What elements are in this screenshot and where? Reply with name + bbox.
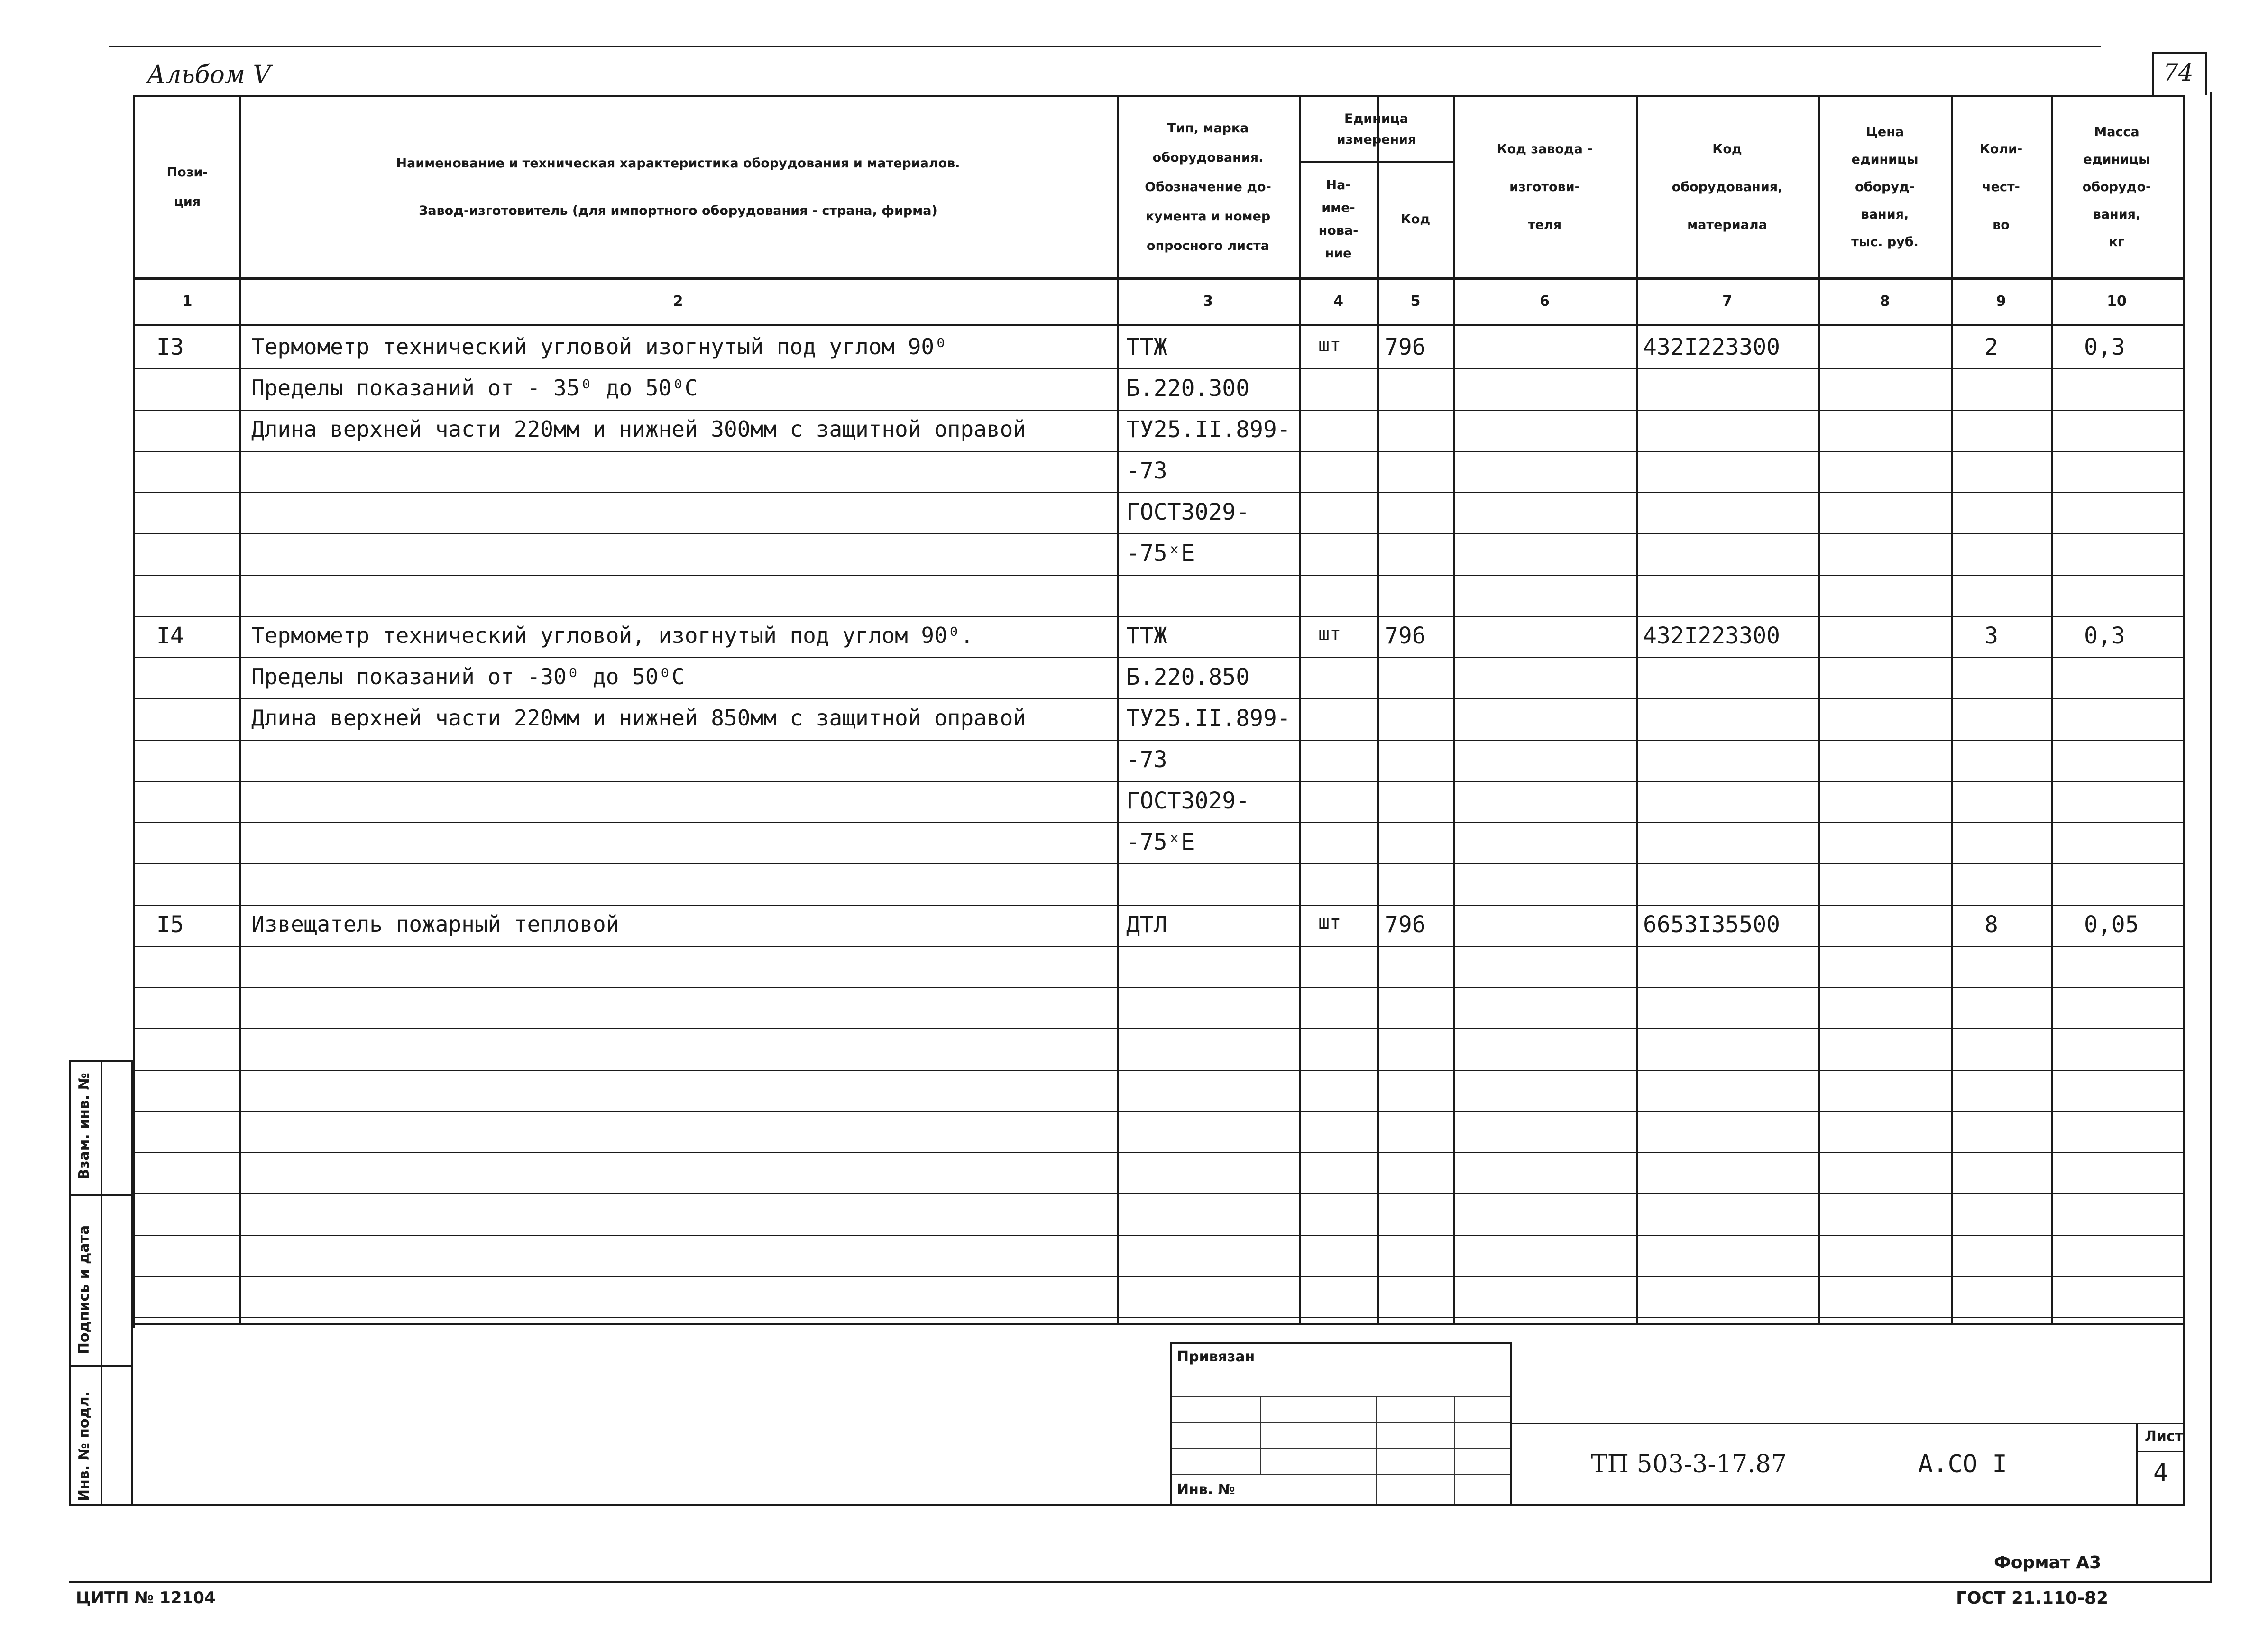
cell-type: ГОСТ3029-	[1126, 499, 1250, 525]
column-number-8: 8	[1880, 293, 1890, 310]
column-number-1: 1	[182, 293, 193, 310]
cell-name: Извещатель пожарный тепловой	[251, 911, 619, 937]
row-line	[135, 1070, 2183, 1071]
column-number-2: 2	[673, 293, 683, 310]
header-price: Цена единицы оборуд- вания, тыс. руб.	[1851, 125, 1919, 249]
cell-name: Термометр технический угловой изогнутый под углом 90⁰	[251, 334, 947, 359]
cell-type: ДТЛ	[1126, 911, 1167, 938]
privyazan-block	[1170, 1342, 1512, 1505]
cell-type: -73	[1126, 746, 1167, 773]
row-line	[135, 657, 2183, 658]
top-edge-line	[109, 46, 2101, 47]
page-number: 74	[2163, 59, 2194, 86]
side-label-vzam-inv: Взам. инв. №	[76, 1073, 92, 1180]
row-line	[135, 492, 2183, 493]
row-line	[135, 1028, 2183, 1029]
outer-bottom-line	[69, 1581, 2212, 1583]
column-number-6: 6	[1540, 293, 1550, 310]
side-label-inv-podl: Инв. № подл.	[76, 1391, 92, 1502]
header-name: Наименование и техническая характеристика оборудования и материалов. Завод-изготовитель (для импортного оборудования - страна, фирма)	[396, 156, 960, 218]
column-number-10: 10	[2107, 293, 2127, 310]
sheet-box	[2136, 1423, 2185, 1505]
column-number-4: 4	[1333, 293, 1343, 310]
header-manufacturer-code: Код завода - изготови- теля	[1497, 142, 1593, 232]
cell-unit: шт	[1318, 334, 1341, 356]
column-number-3: 3	[1203, 293, 1213, 310]
header-unit-group: Единица измерения	[1336, 111, 1416, 147]
header-mass: Масса единицы оборудо- вания, кг	[2082, 125, 2151, 249]
sheet-code: А.СО I	[1918, 1450, 2007, 1478]
page-number-box	[2152, 52, 2207, 95]
cell-mass: 0,3	[2084, 334, 2125, 360]
cell-type: -73	[1126, 458, 1167, 484]
gost-label: ГОСТ 21.110-82	[1956, 1588, 2109, 1608]
header-equipment-code: Код оборудования, материала	[1671, 142, 1783, 232]
side-label-signature-date: Подпись и дата	[76, 1225, 92, 1355]
cell-qty: 3	[1984, 623, 1998, 649]
cell-pos: I4	[156, 623, 184, 649]
row-line	[135, 616, 2183, 617]
cell-type: Б.220.850	[1126, 664, 1250, 690]
column-number-5: 5	[1410, 293, 1421, 310]
cell-qty: 8	[1984, 911, 1998, 938]
row-line	[135, 533, 2183, 534]
cell-equip-code: 432I223300	[1643, 334, 1780, 360]
cell-type: ТТЖ	[1126, 334, 1167, 360]
cell-equip-code: 432I223300	[1643, 623, 1780, 649]
cell-pos: I5	[156, 911, 184, 938]
row-line	[135, 1193, 2183, 1194]
column-number-9: 9	[1996, 293, 2006, 310]
cell-type: ТТЖ	[1126, 623, 1167, 649]
row-line	[135, 822, 2183, 823]
cell-mass: 0,3	[2084, 623, 2125, 649]
header-unit-name: На- име- нова- ние	[1318, 177, 1359, 261]
cell-code: 796	[1385, 334, 1426, 360]
inv-no-label: Инв. №	[1177, 1481, 1235, 1498]
print-mark: ЦИТП № 12104	[76, 1588, 216, 1607]
cell-code: 796	[1385, 623, 1426, 649]
cell-name: Длина верхней части 220мм и нижней 850мм с защитной оправой	[251, 705, 1026, 731]
row-line	[135, 863, 2183, 864]
row-line	[135, 451, 2183, 452]
privyazan-label: Привязан	[1177, 1349, 1255, 1365]
row-line	[135, 1152, 2183, 1153]
row-line	[135, 1317, 2183, 1318]
cell-name: Пределы показаний от -30⁰ до 50⁰С	[251, 664, 685, 689]
row-line	[135, 368, 2183, 369]
row-line	[135, 1276, 2183, 1277]
cell-unit: шт	[1318, 912, 1341, 934]
format-label: Формат А3	[1994, 1553, 2102, 1572]
cell-code: 796	[1385, 911, 1426, 938]
album-label: Альбом V	[147, 61, 271, 89]
column-number-7: 7	[1722, 293, 1732, 310]
row-line	[135, 781, 2183, 782]
frame-bottom-line	[69, 1504, 2185, 1506]
row-line	[135, 698, 2183, 699]
column-numbers-bottom-line	[135, 324, 2183, 326]
sheet-number: 4	[2153, 1459, 2168, 1487]
cell-type: -75ˣЕ	[1126, 829, 1195, 855]
row-line	[135, 946, 2183, 947]
header-quantity: Коли- чест- во	[1979, 142, 2023, 232]
table-bottom-line	[135, 1323, 2183, 1325]
row-line	[135, 987, 2183, 988]
header-type: Тип, марка оборудования. Обозначение до- кумента и номер опросного листа	[1145, 121, 1271, 253]
row-line	[135, 410, 2183, 411]
cell-unit: шт	[1318, 623, 1341, 645]
cell-pos: I3	[156, 334, 184, 360]
row-line	[135, 740, 2183, 741]
cell-name: Пределы показаний от - 35⁰ до 50⁰С	[251, 375, 698, 401]
row-line	[135, 575, 2183, 576]
cell-mass: 0,05	[2084, 911, 2139, 938]
row-line	[135, 1111, 2183, 1112]
outer-right-line	[2210, 92, 2212, 1581]
cell-type: ГОСТ3029-	[1126, 788, 1250, 814]
cell-type: ТУ25.II.899-	[1126, 416, 1291, 443]
document-code: ТП 503-3-17.87	[1591, 1450, 1787, 1478]
cell-name: Длина верхней части 220мм и нижней 300мм с защитной оправой	[251, 416, 1026, 442]
cell-equip-code: 6653I35500	[1643, 911, 1780, 938]
title-block-top-line	[1512, 1423, 2185, 1424]
sheet-label: Лист	[2145, 1428, 2184, 1445]
header-unit-code: Код	[1400, 211, 1431, 227]
cell-type: -75ˣЕ	[1126, 540, 1195, 567]
row-line	[135, 1235, 2183, 1236]
cell-qty: 2	[1984, 334, 1998, 360]
row-line	[135, 905, 2183, 906]
cell-type: ТУ25.II.899-	[1126, 705, 1291, 732]
cell-type: Б.220.300	[1126, 375, 1250, 402]
header-position: Пози- ция	[166, 165, 208, 209]
frame-right-line	[2183, 95, 2185, 1505]
cell-name: Термометр технический угловой, изогнутый под углом 90⁰.	[251, 623, 974, 648]
